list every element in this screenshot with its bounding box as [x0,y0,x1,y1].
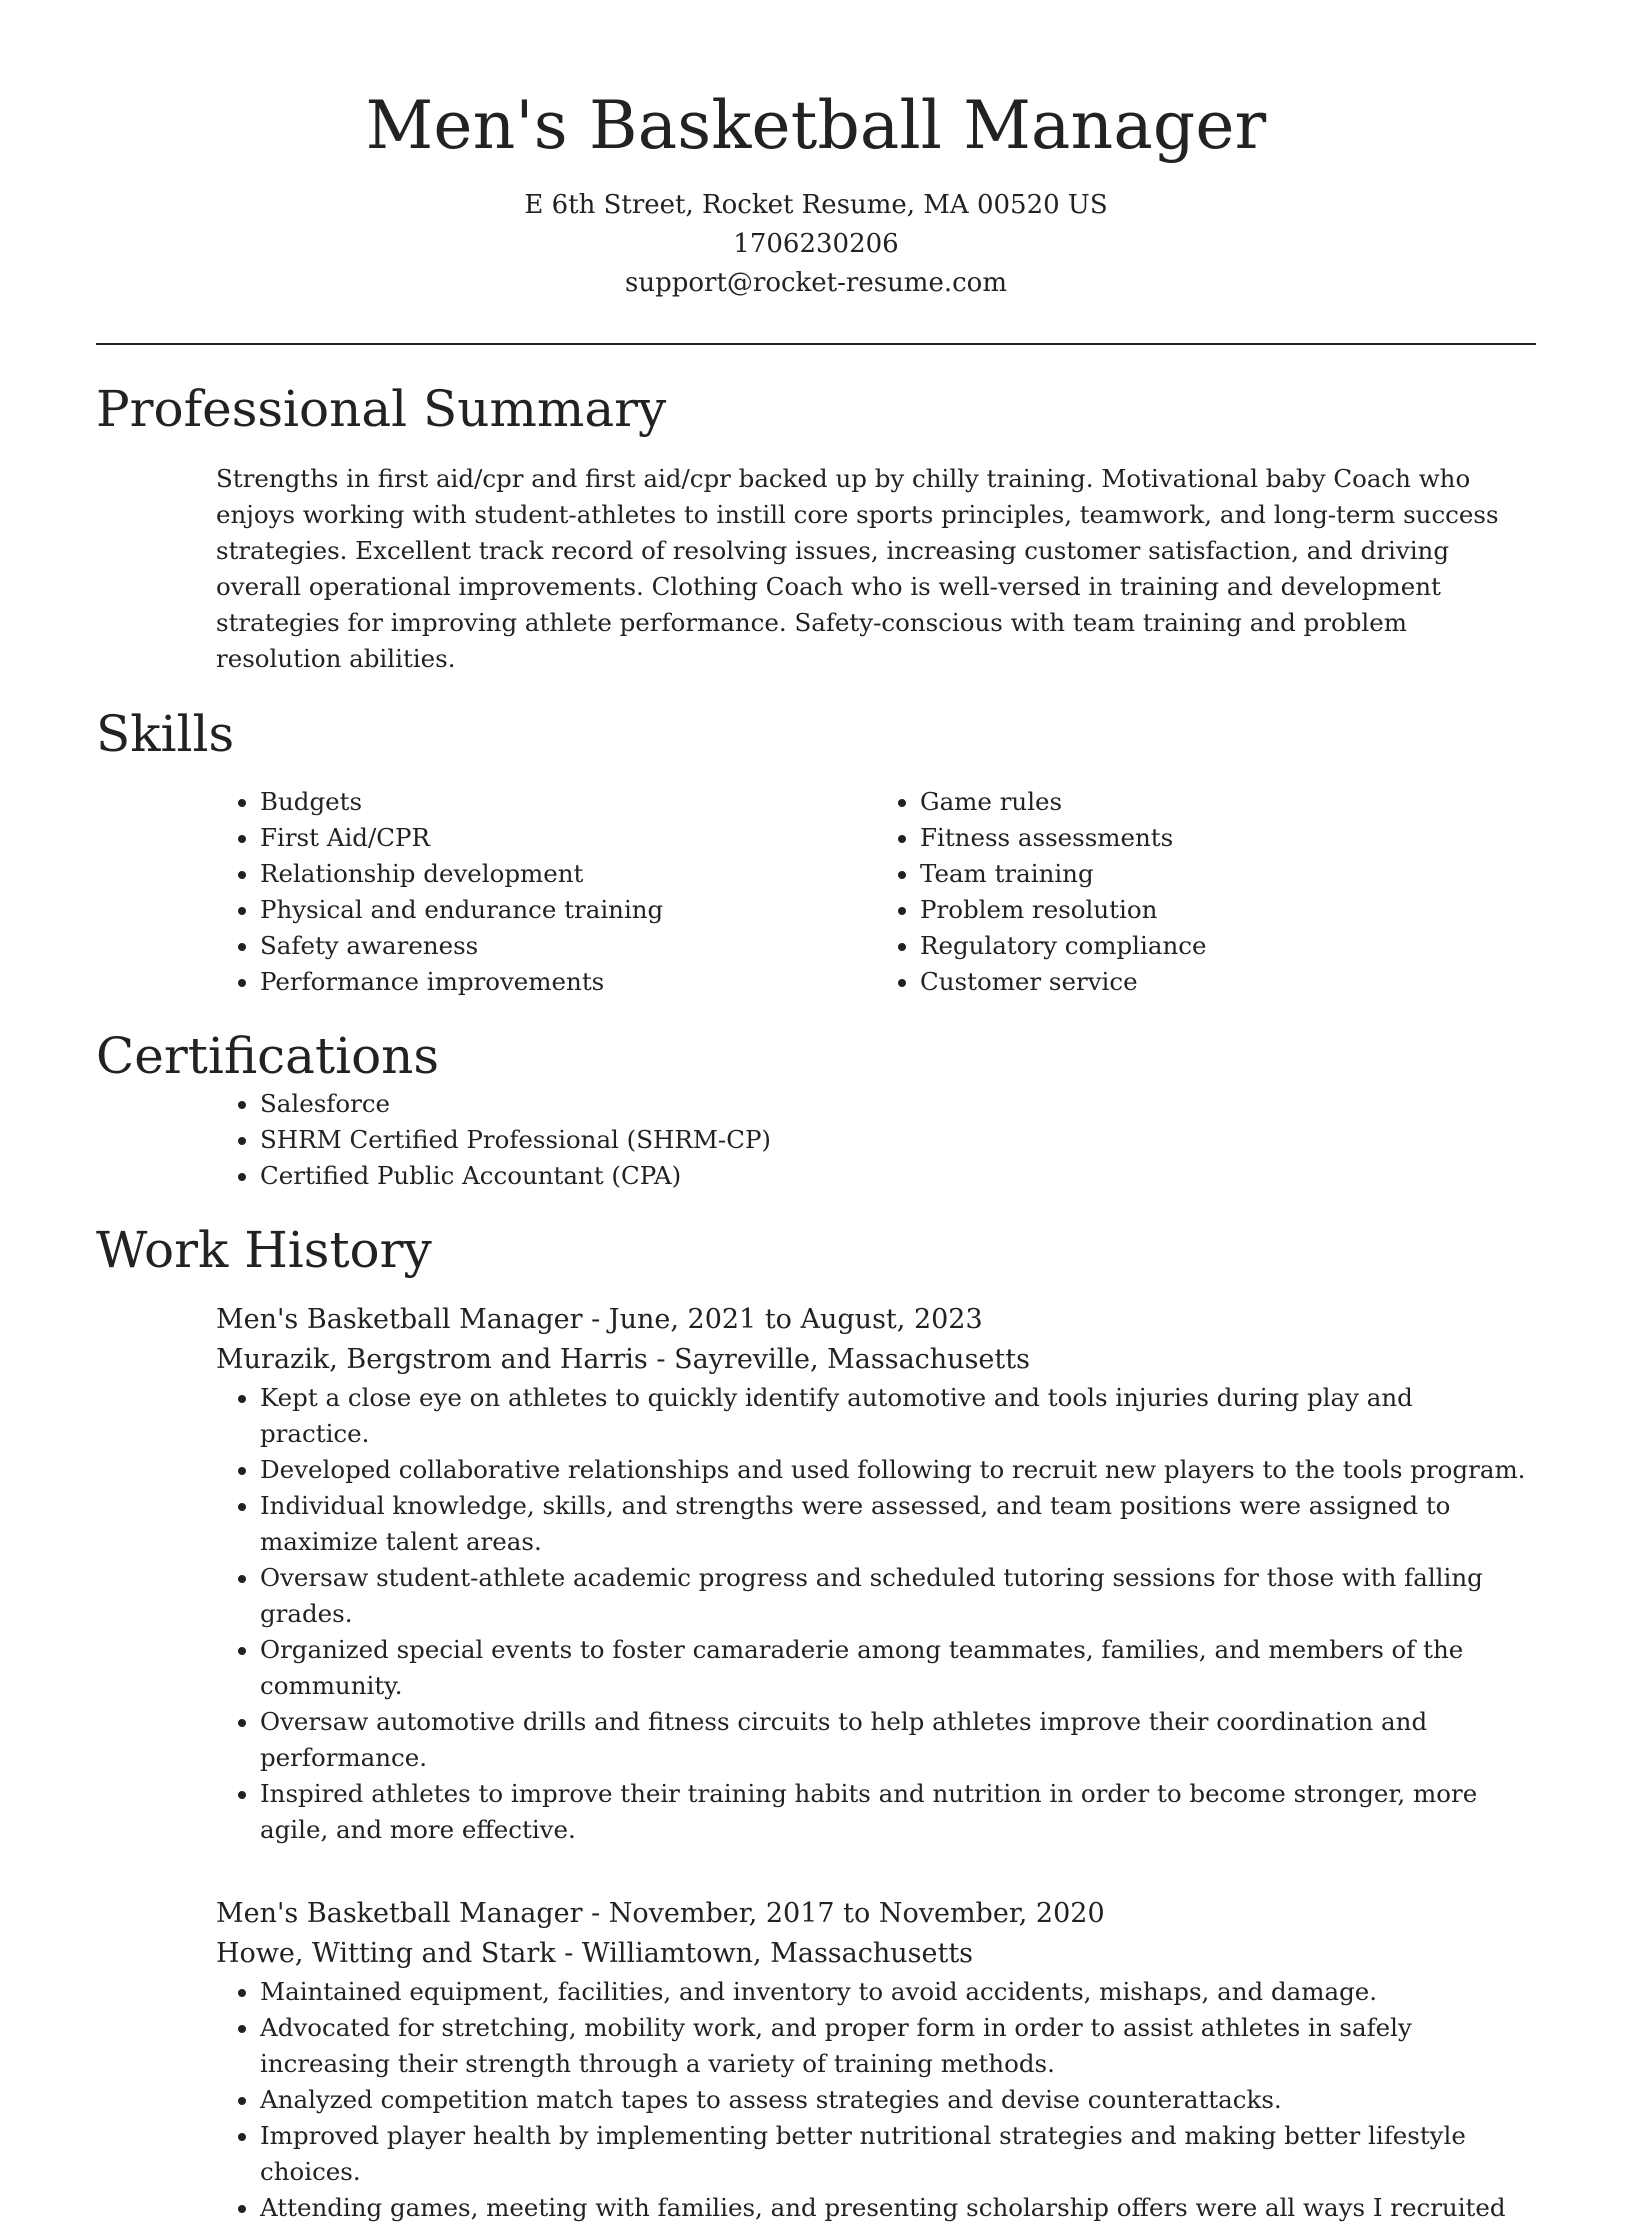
summary-text: Strengths in first aid/cpr and first aid/cpr backed up by chilly training. Motivational baby Coach who enjoys working with student-athletes to instill core sports principles, teamwork, and long-term success strategies. Excellent track record of resolving issues, increasing customer satisfaction, and driving overall operational improvements. Clothing Coach who is well-versed in training and development strategies for improving athlete performance. Safety-conscious with team training and problem resolution abilities. [216,464,1499,673]
skill-item: • Regulatory compliance [920,928,1536,964]
skill-item: • Team training [920,856,1536,892]
skill-item: • Physical and endurance training [260,892,876,928]
skill-item: • First Aid/CPR [260,820,876,856]
certification-item: • Salesforce [260,1086,1536,1122]
contact-block [96,186,1536,303]
skill-item: • Customer service [920,964,1536,1000]
summary-heading: Professional Summary [96,380,667,438]
skill-item: • Budgets [260,784,876,820]
address: E 6th Street, Rocket Resume, MA 00520 US [524,190,1108,220]
skill-item: • Safety awareness [260,928,876,964]
job-title-line: Men's Basketball Manager - June, 2021 to August, 2023 [216,1304,983,1335]
resume-header [96,0,1536,303]
job-bullet: • Organized special events to foster camaraderie among teammates, families, and members of the community. [260,1632,1526,1704]
phone: 1706230206 [733,229,899,259]
job-bullet: • Maintained equipment, facilities, and inventory to avoid accidents, mishaps, and damage. [260,1974,1526,2010]
work-history-section [96,1220,1536,2226]
job-bullets [216,1380,1536,1848]
job-company-line: Howe, Witting and Stark - Williamtown, Massachusetts [216,1938,974,1969]
certifications-section [96,1026,1536,1194]
skill-item: • Problem resolution [920,892,1536,928]
job-bullet: • Oversaw student-athlete academic progress and scheduled tutoring sessions for those with falling grades. [260,1560,1526,1632]
skills-left-column [216,784,876,1000]
job-bullet: • Individual knowledge, skills, and strengths were assessed, and team positions were assigned to maximize talent areas. [260,1488,1526,1560]
certification-item: • SHRM Certified Professional (SHRM-CP) [260,1122,1536,1158]
job-bullet: • Oversaw automotive drills and fitness circuits to help athletes improve their coordination and performance. [260,1704,1526,1776]
skills-grid [96,784,1536,1000]
skill-item: • Relationship development [260,856,876,892]
skills-section [96,704,1536,1000]
certifications-heading: Certifications [96,1027,440,1085]
skill-item: • Game rules [920,784,1536,820]
job-bullets [216,1974,1536,2226]
skills-heading: Skills [96,705,235,763]
certifications-list [216,1086,1536,1194]
email: support@rocket-resume.com [624,268,1007,298]
skills-right-column [876,784,1536,1000]
certification-item: • Certified Public Accountant (CPA) [260,1158,1536,1194]
job-bullet: • Analyzed competition match tapes to assess strategies and devise counterattacks. [260,2082,1526,2118]
work-history-heading: Work History [96,1221,432,1279]
job-bullet: • Inspired athletes to improve their training habits and nutrition in order to become stronger, more agile, and more effective. [260,1776,1526,1848]
job-entry [96,1300,1536,1848]
job-entry [96,1894,1536,2226]
header-divider [96,343,1536,345]
job-company-line: Murazik, Bergstrom and Harris - Sayreville, Massachusetts [216,1344,1030,1375]
job-title-line: Men's Basketball Manager - November, 2017 to November, 2020 [216,1898,1105,1929]
skill-item: • Performance improvements [260,964,876,1000]
job-bullet: • Developed collaborative relationships and used following to recruit new players to the tools program. [260,1452,1526,1488]
job-bullet: • Kept a close eye on athletes to quickly identify automotive and tools injuries during play and practice. [260,1380,1526,1452]
candidate-name: Men's Basketball Manager [365,87,1267,164]
skill-item: • Fitness assessments [920,820,1536,856]
summary-section [96,379,1536,677]
job-bullet: • Improved player health by implementing better nutritional strategies and making better lifestyle choices. [260,2118,1526,2190]
job-bullet: • Attending games, meeting with families, and presenting scholarship offers were all ways I recruited [260,2190,1526,2226]
job-bullet: • Advocated for stretching, mobility work, and proper form in order to assist athletes in safely increasing their strength through a variety of training methods. [260,2010,1526,2082]
